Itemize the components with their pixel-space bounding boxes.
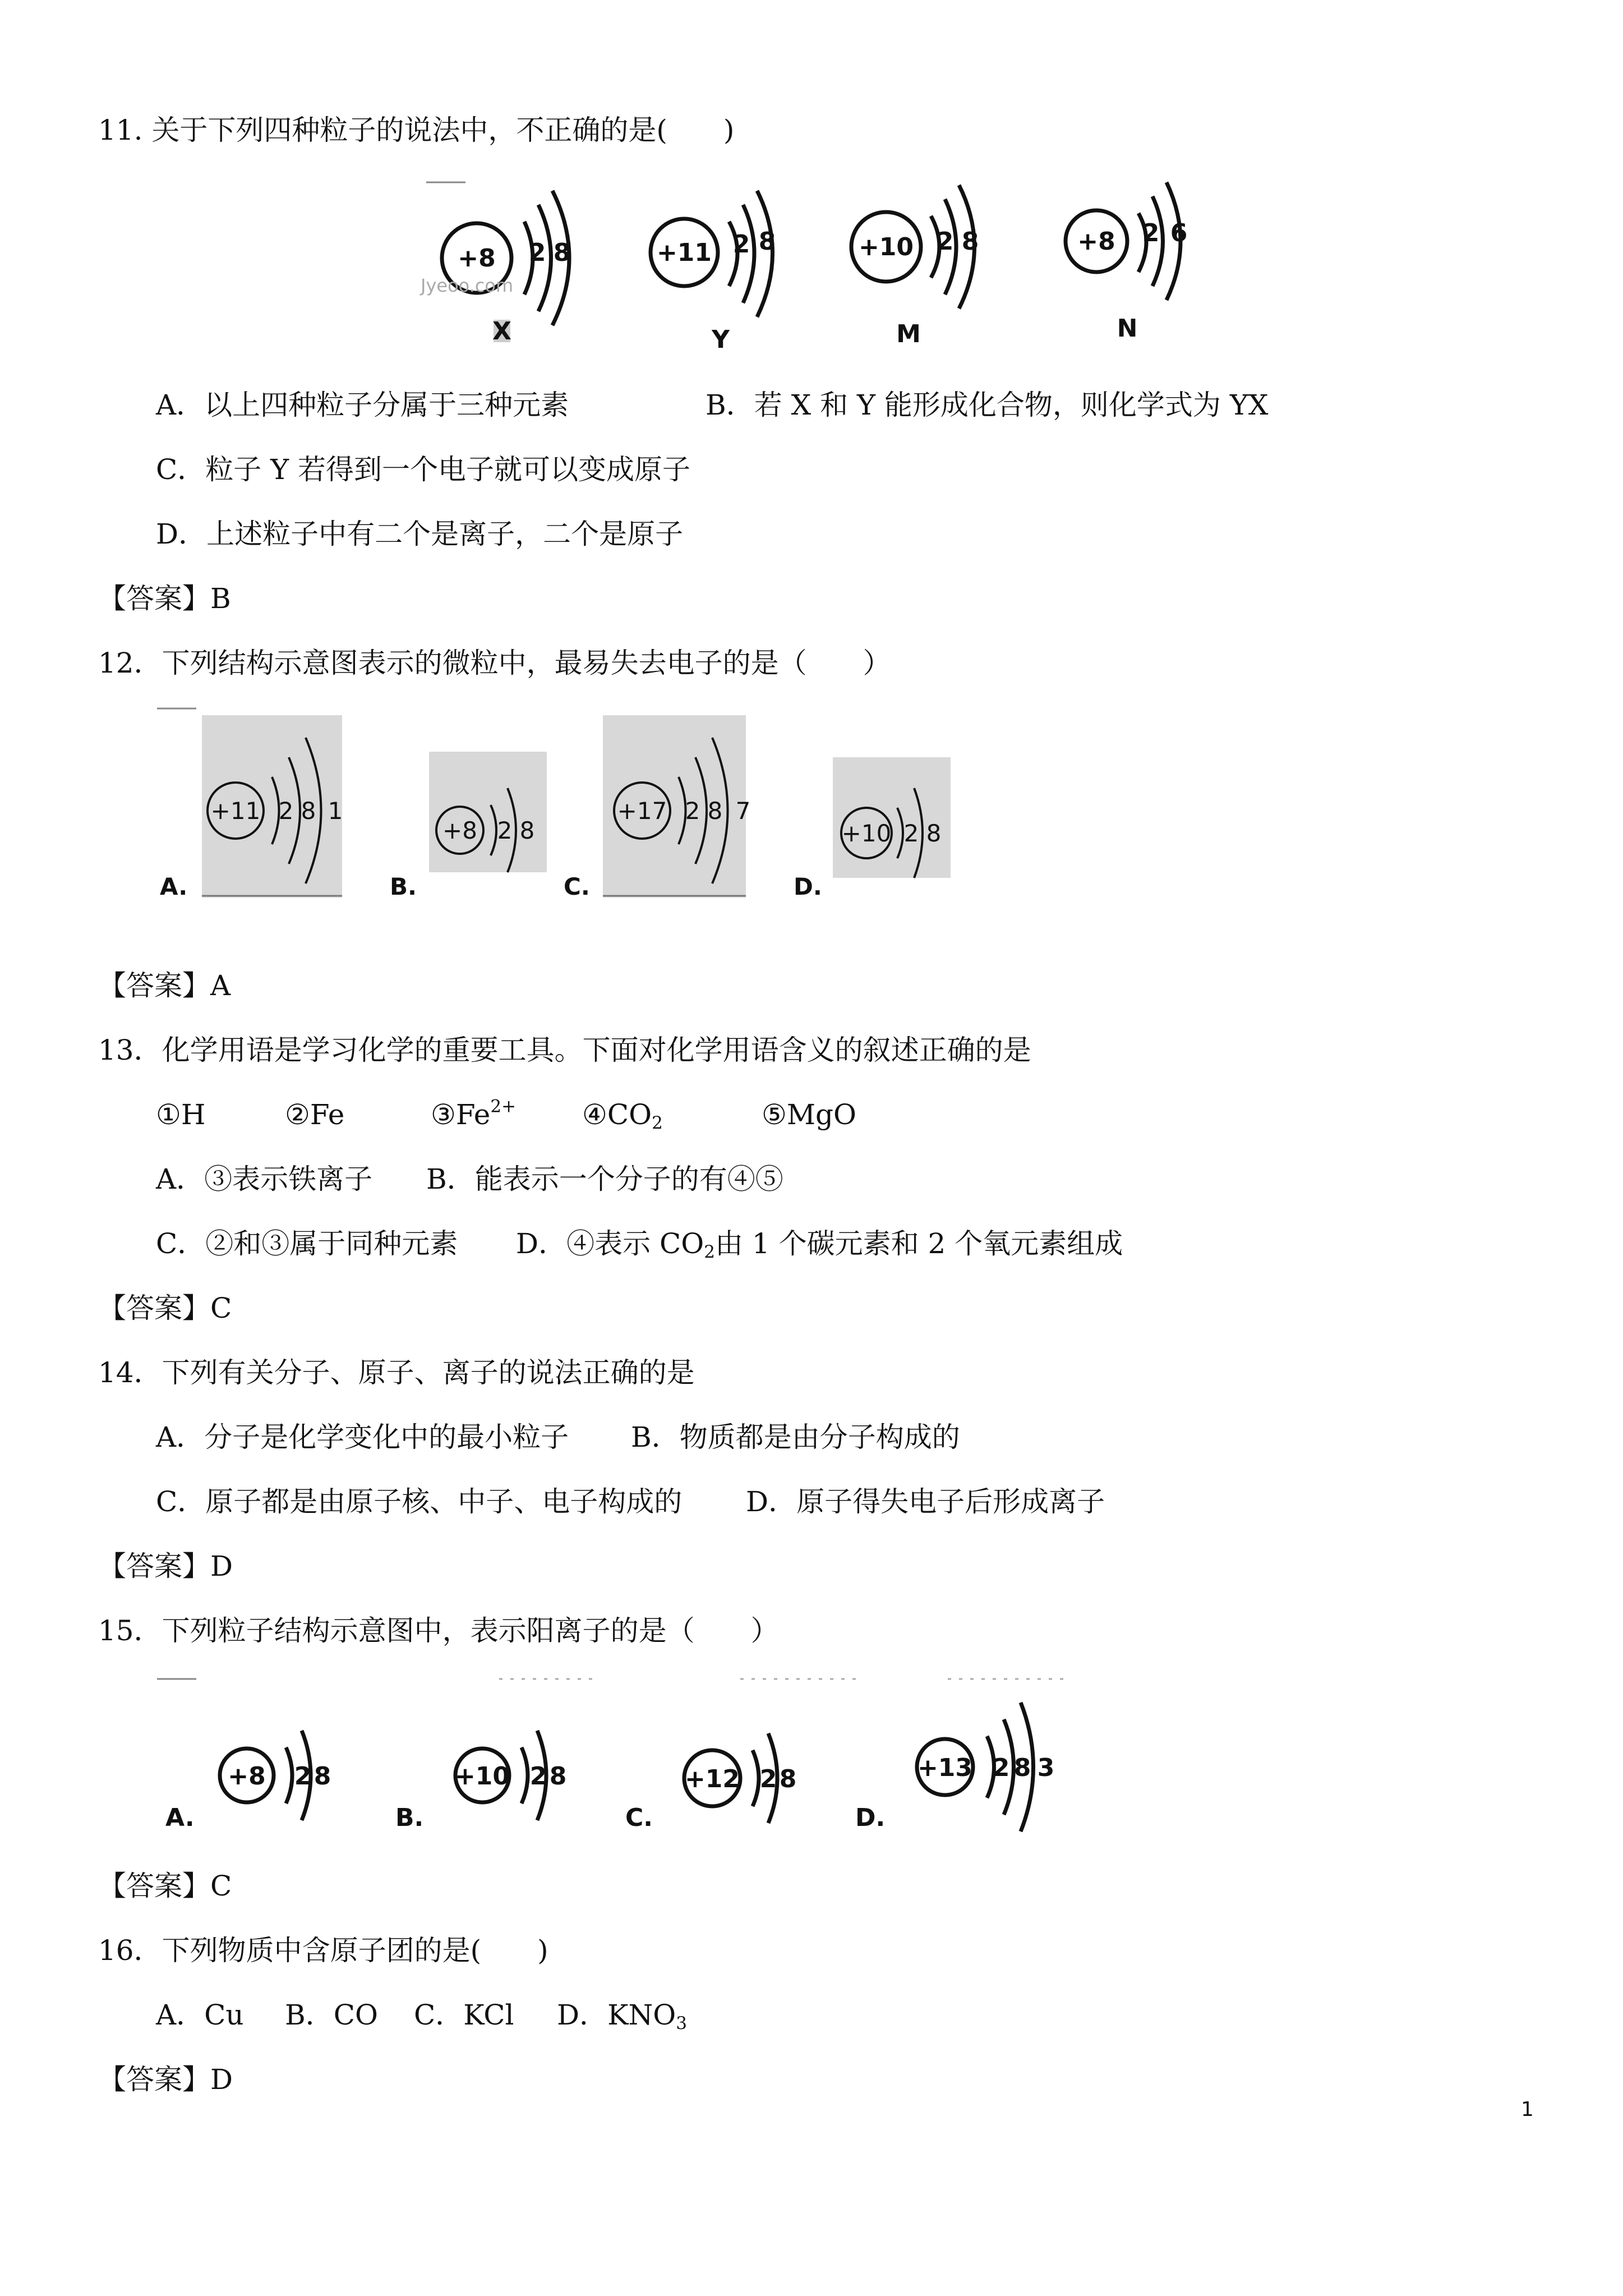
q12-diagram — [151, 704, 970, 906]
q14-option-a: A．分子是化学变化中的最小粒子 — [156, 1421, 569, 1453]
q12-c-shell-2: 8 — [707, 797, 723, 825]
q12-a-nucleus: +11 — [210, 797, 261, 825]
q15-c-label: C. — [625, 1803, 653, 1832]
q11-watermark: Jyeoo.com — [421, 275, 514, 296]
q15-a-shell-1: 2 — [294, 1762, 312, 1791]
q15-b-label: B. — [395, 1803, 424, 1832]
q12-c-shell-1: 2 — [685, 797, 700, 825]
q15-d-label: D. — [855, 1803, 886, 1832]
q16-option-a: A．Cu — [156, 1999, 244, 2031]
q15-c-nucleus: +12 — [684, 1765, 740, 1793]
q11-m-shell-2: 8 — [961, 227, 979, 256]
q12-b-nucleus: +8 — [442, 817, 477, 844]
q11-option-c: C．粒子 Y 若得到一个电子就可以变成原子 — [156, 453, 691, 486]
q15-d-nucleus: +13 — [917, 1754, 973, 1782]
q15-b-nucleus: +10 — [454, 1762, 510, 1791]
q13-option-b: B．能表示一个分子的有④⑤ — [426, 1163, 783, 1195]
q12-b-label: B. — [390, 873, 417, 900]
q13-symbol-4: $④CO_2$ — [582, 1098, 663, 1133]
q15-c-shell-2: 8 — [779, 1765, 797, 1793]
q13-option-a: A．③表示铁离子 — [156, 1163, 373, 1195]
q14-option-c: C．原子都是由原子核、中子、电子构成的 — [156, 1485, 683, 1518]
q11-y-shell-2: 8 — [758, 227, 776, 256]
q12-d-shell-1: 2 — [903, 820, 919, 847]
q11-answer: 【答案】B — [98, 582, 231, 615]
q15-d-shell-3: 3 — [1037, 1754, 1055, 1782]
q11-n-shell-2: 6 — [1170, 219, 1188, 247]
q15-d-shell-1: 2 — [992, 1754, 1010, 1782]
q11-option-b: B．若 X 和 Y 能形成化合物，则化学式为 YX — [706, 389, 1269, 421]
q11-y-label: Y — [712, 325, 730, 354]
q11-m-label: M — [896, 320, 921, 348]
q16-option-b: B．CO — [285, 1999, 378, 2031]
q13-symbol-1: ①H — [156, 1098, 206, 1131]
q13-symbol-5: ⑤MgO — [762, 1098, 857, 1131]
q12-c-label: C. — [564, 873, 590, 900]
q11-stem: 11. 关于下列四种粒子的说法中，不正确的是( ) — [98, 114, 735, 146]
q12-a-shell-1: 2 — [278, 797, 294, 825]
q11-n-label: N — [1117, 314, 1138, 343]
q15-a-nucleus: +8 — [228, 1762, 266, 1791]
q16-answer: 【答案】D — [98, 2063, 233, 2096]
q13-option-d: D．④表示 $CO_2$由 1 个碳元素和 2 个氧元素组成 — [516, 1227, 1123, 1262]
q11-m-nucleus: +10 — [858, 233, 914, 261]
q15-a-shell-2: 8 — [313, 1762, 331, 1791]
q12-b-shell-2: 8 — [519, 817, 535, 844]
q12-answer: 【答案】A — [98, 969, 231, 1002]
q15-answer: 【答案】C — [98, 1870, 232, 1902]
q15-stem: 15．下列粒子结构示意图中，表示阳离子的是（ ） — [98, 1614, 779, 1647]
q14-answer: 【答案】D — [98, 1550, 233, 1582]
q11-n-nucleus: +8 — [1077, 227, 1115, 256]
q12-d-label: D. — [794, 873, 822, 900]
page-number: 1 — [1521, 2098, 1534, 2121]
q12-a-label: A. — [160, 873, 188, 900]
q16-option-d: D．$KNO_3$ — [557, 1999, 687, 2033]
q12-stem: 12．下列结构示意图表示的微粒中，最易失去电子的是（ ） — [98, 647, 891, 679]
q13-symbol-2: ②Fe — [285, 1098, 345, 1131]
q11-option-a: A．以上四种粒子分属于三种元素 — [156, 389, 569, 421]
q11-x-shell-1: 2 — [528, 238, 546, 267]
q11-diagram — [415, 168, 1234, 359]
q11-x-shell-2: 8 — [553, 238, 571, 267]
q12-c-shell-3: 7 — [735, 797, 751, 825]
q12-d-nucleus: +10 — [841, 820, 892, 847]
q15-a-label: A. — [165, 1803, 195, 1832]
q13-stem: 13．化学用语是学习化学的重要工具。下面对化学用语含义的叙述正确的是 — [98, 1034, 1031, 1066]
q11-x-label: X — [492, 317, 511, 346]
q13-symbol-3: $③Fe^{2+}$ — [431, 1096, 517, 1131]
q16-stem: 16．下列物质中含原子团的是( ) — [98, 1934, 548, 1967]
q15-c-shell-1: 2 — [759, 1765, 777, 1793]
q14-option-b: B．物质都是由分子构成的 — [631, 1421, 960, 1453]
q13-answer: 【答案】C — [98, 1292, 232, 1324]
q11-n-shell-1: 2 — [1142, 219, 1160, 247]
q11-y-nucleus: +11 — [656, 238, 712, 267]
q11-y-shell-1: 2 — [732, 230, 750, 259]
q15-diagram — [151, 1674, 1071, 1843]
q13-option-c: C．②和③属于同种元素 — [156, 1227, 458, 1260]
q12-c-nucleus: +17 — [617, 797, 667, 825]
q12-b-shell-1: 2 — [497, 817, 513, 844]
q14-stem: 14．下列有关分子、原子、离子的说法正确的是 — [98, 1356, 695, 1389]
q16-option-c: C．KCl — [414, 1999, 514, 2031]
q15-b-shell-2: 8 — [549, 1762, 567, 1791]
q11-option-d: D．上述粒子中有二个是离子，二个是原子 — [156, 518, 684, 550]
q14-option-d: D．原子得失电子后形成离子 — [746, 1485, 1105, 1518]
q12-a-shell-3: 1 — [328, 797, 343, 825]
q15-d-shell-2: 8 — [1013, 1754, 1031, 1782]
q12-d-shell-2: 8 — [926, 820, 942, 847]
q11-x-nucleus: +8 — [458, 244, 496, 273]
q11-m-shell-1: 2 — [936, 227, 954, 256]
q15-b-shell-1: 2 — [529, 1762, 547, 1791]
q12-a-shell-2: 8 — [301, 797, 316, 825]
